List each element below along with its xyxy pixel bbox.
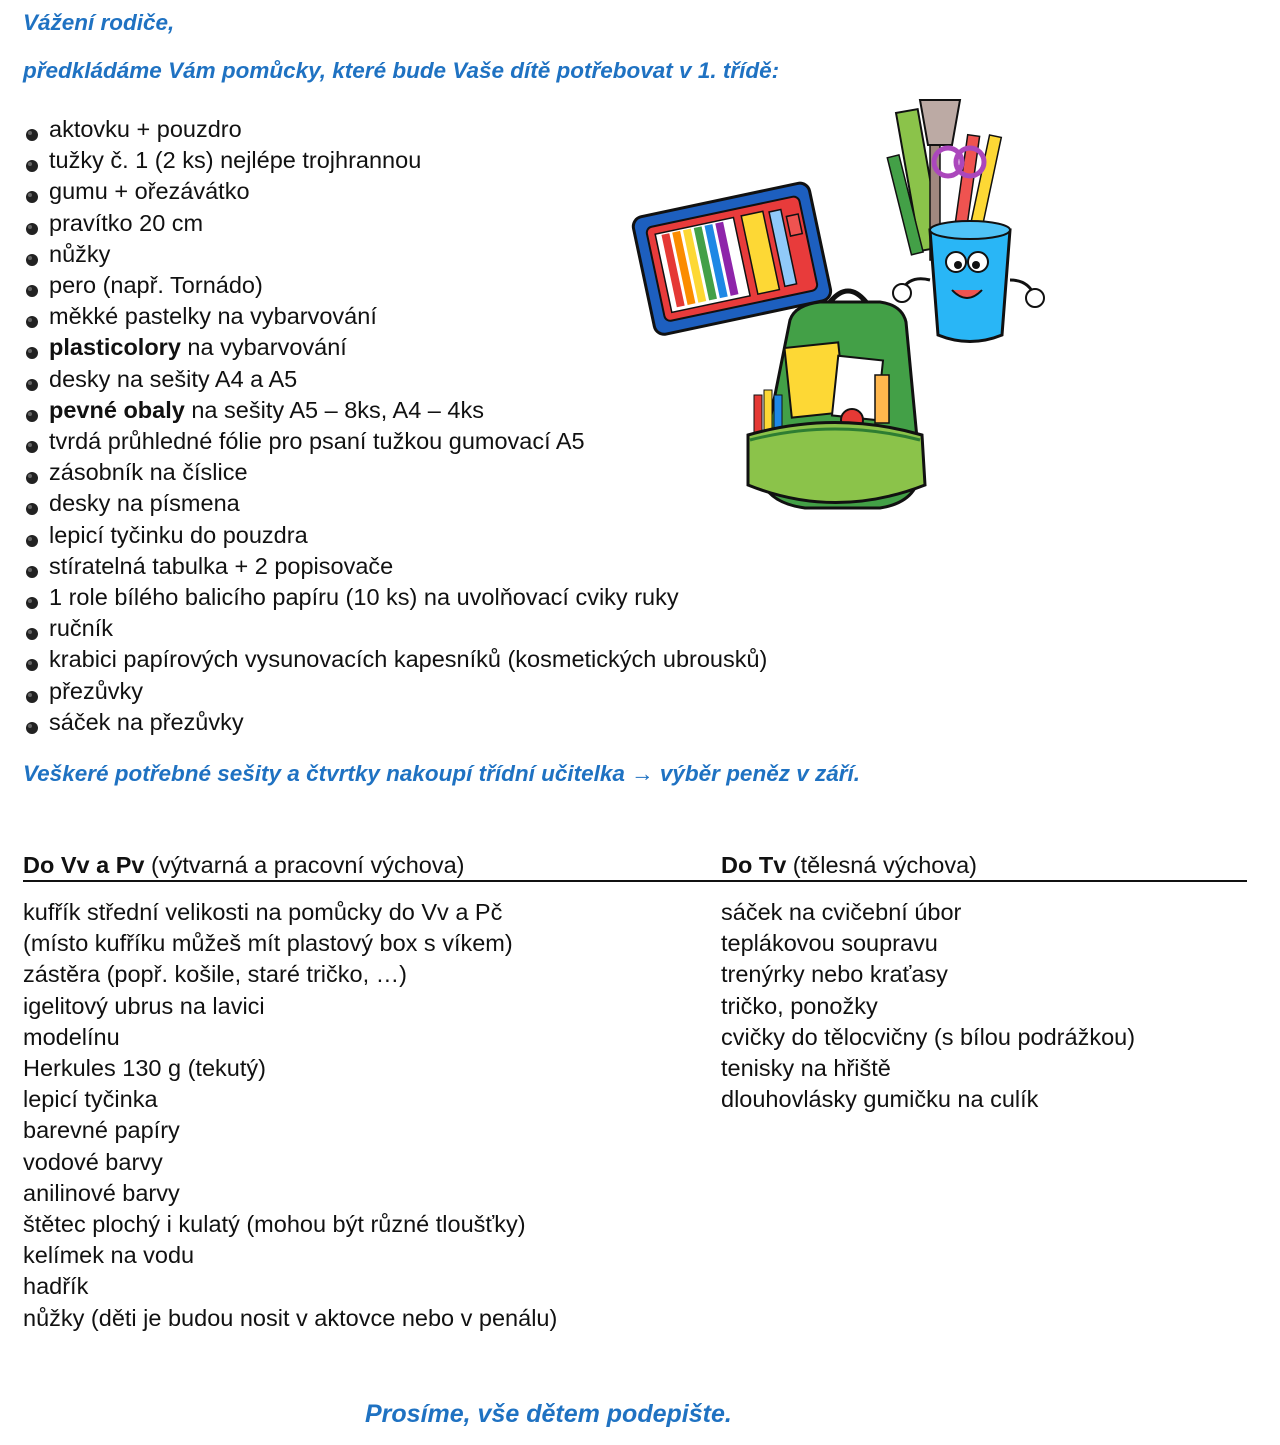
school-supplies-illustrations (630, 90, 1070, 530)
list-item-text: krabici papírových vysunovacích kapesníků (kosmetických ubrousků) (49, 646, 768, 673)
list-item-text: tužky č. 1 (2 ks) nejlépe trojhrannou (49, 147, 422, 174)
list-item-text: tvrdá průhledné fólie pro psaní tužkou gumovací A5 (49, 428, 585, 455)
bullet-icon (26, 566, 38, 578)
list-item-text: desky na sešity A4 a A5 (49, 365, 298, 392)
list-item-text: aktovku + pouzdro (49, 116, 242, 142)
list-item (26, 676, 767, 707)
list-item (26, 707, 767, 738)
tv-list (721, 897, 1135, 1115)
bullet-icon (26, 503, 38, 515)
bullet-icon (26, 691, 38, 703)
list-item-text: sáček na přezůvky (49, 708, 244, 735)
list-item-text: měkké pastelky na vybarvování (49, 303, 377, 330)
list-item-text: 1 role bílého balicího papíru (10 ks) na uvolňovací cviky ruky (49, 584, 679, 611)
tv-list-item: tenisky na hřiště (721, 1055, 891, 1082)
vv-list-item: štětec plochý i kulatý (mohou být různé tloušťky) (23, 1211, 526, 1238)
vv-list-item: nůžky (děti je budou nosit v aktovce nebo v penálu) (23, 1304, 558, 1331)
vv-list-item: Herkules 130 g (tekutý) (23, 1055, 266, 1082)
list-item-text: přezůvky (49, 677, 144, 704)
vv-heading-bold: Do Vv a Pv (23, 852, 145, 878)
bullet-icon (26, 285, 38, 297)
vv-list-item: igelitový ubrus na lavici (23, 992, 265, 1019)
bullet-icon (26, 472, 38, 484)
tv-heading-bold: Do Tv (721, 852, 787, 878)
vv-heading-rest: (výtvarná a pracovní výchova) (144, 852, 465, 878)
vv-list-item: modelínu (23, 1023, 120, 1050)
bullet-icon (26, 410, 38, 422)
list-item-text: lepicí tyčinku do pouzdra (49, 521, 308, 548)
list-item-text: zásobník na číslice (49, 459, 248, 486)
tv-list-item: teplákovou soupravu (721, 930, 938, 957)
vv-heading (23, 852, 464, 879)
tv-heading (721, 852, 977, 879)
bullet-icon (26, 535, 38, 547)
list-item-text: pero (např. Tornádo) (49, 272, 263, 299)
vv-list-item: barevné papíry (23, 1117, 180, 1144)
bullet-icon (26, 441, 38, 453)
list-item (26, 613, 767, 644)
vv-list-item: vodové barvy (23, 1148, 163, 1175)
vv-list-item: (místo kufříku můžeš mít plastový box s víkem) (23, 930, 513, 957)
closing-text: Prosíme, vše dětem podepište. (365, 1400, 732, 1428)
bullet-icon (26, 316, 38, 328)
list-item (26, 551, 767, 582)
tv-list-item: trenýrky nebo kraťasy (721, 961, 948, 988)
bullet-icon (26, 254, 38, 266)
list-item-bold: pevné obaly (49, 396, 185, 423)
list-item-text: pravítko 20 cm (49, 209, 204, 236)
bullet-icon (26, 722, 38, 734)
list-item (26, 644, 767, 675)
tv-list-item: dlouhovlásky gumičku na culík (721, 1086, 1039, 1113)
list-item-text: nůžky (49, 240, 111, 267)
list-item-text: gumu + ořezávátko (49, 178, 250, 205)
list-item-text: stíratelná tabulka + 2 popisovače (49, 552, 394, 579)
bullet-icon (26, 160, 38, 172)
heading-divider (23, 880, 1247, 882)
bullet-icon (26, 379, 38, 391)
note-text: Veškeré potřebné sešity a čtvrtky nakoupí třídní učitelka → výběr peněz v září. (23, 761, 860, 786)
bullet-icon (26, 659, 38, 671)
bullet-icon (26, 191, 38, 203)
greeting: Vážení rodiče, (23, 10, 175, 35)
tv-heading-rest: (tělesná výchova) (786, 852, 977, 878)
intro-text: předkládáme Vám pomůcky, které bude Vaše dítě potřebovat v 1. třídě: (23, 58, 780, 83)
bullet-icon (26, 628, 38, 640)
bullet-icon (26, 223, 38, 235)
vv-list-item: hadřík (23, 1273, 89, 1300)
vv-list-item: kufřík střední velikosti na pomůcky do Vv a Pč (23, 899, 503, 925)
pencil-cup-illustration (887, 100, 1044, 342)
bullet-icon (26, 129, 38, 141)
vv-list-item: kelímek na vodu (23, 1242, 195, 1269)
list-item-text: na vybarvování (180, 334, 347, 361)
bullet-icon (26, 347, 38, 359)
list-item-text: desky na písmena (49, 490, 240, 517)
list-item-text: ručník (49, 615, 113, 642)
vv-list-item: lepicí tyčinka (23, 1086, 158, 1113)
tv-list-item: sáček na cvičební úbor (721, 899, 962, 925)
list-item-bold: plasticolory (49, 334, 181, 361)
tv-list-item: tričko, ponožky (721, 992, 878, 1019)
vv-list-item: zástěra (popř. košile, staré tričko, …) (23, 961, 407, 988)
bullet-icon (26, 597, 38, 609)
school-backpack-illustration (748, 291, 925, 508)
vv-list-item: anilinové barvy (23, 1179, 180, 1206)
vv-list (23, 897, 557, 1334)
list-item-text: na sešity A5 – 8ks, A4 – 4ks (184, 396, 484, 423)
list-item (26, 582, 767, 613)
tv-list-item: cvičky do tělocvičny (s bílou podrážkou) (721, 1023, 1136, 1050)
